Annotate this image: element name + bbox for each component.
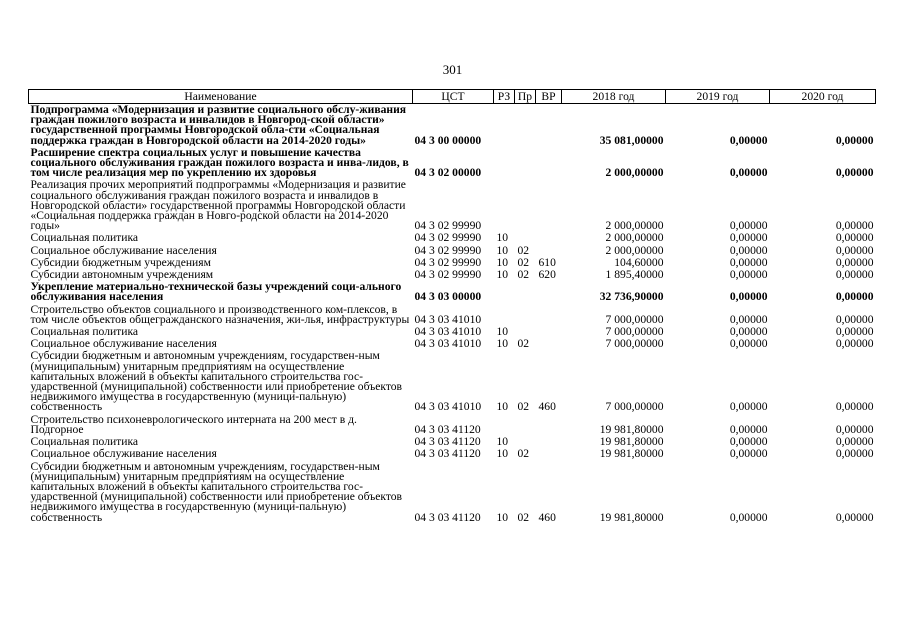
cell-y2019: 0,00000 <box>729 231 768 245</box>
cell-y2020: 0,00000 <box>835 290 874 304</box>
cell-y2020: 0,00000 <box>835 166 874 180</box>
cell-vr <box>536 304 562 326</box>
cell-y2018: 7 000,00000 <box>605 400 664 414</box>
cell-rz: 10 <box>496 243 509 257</box>
cell-cst: 04 3 02 99990 <box>414 268 482 282</box>
cell-vr: 620 <box>538 268 556 282</box>
cell-vr <box>536 245 562 257</box>
cell-y2019: 0,00000 <box>729 447 768 461</box>
cell-y2020: 0,00000 <box>835 231 874 245</box>
cell-y2019: 0,00000 <box>729 435 768 449</box>
cell-name: Социальная политика <box>30 435 139 449</box>
cell-pr: 02 <box>517 400 530 414</box>
cell-pr <box>515 414 536 436</box>
table-body <box>29 104 876 524</box>
cell-cst: 04 3 03 41120 <box>414 435 481 449</box>
cell-y2018: 19 981,80000 <box>599 510 664 524</box>
table-row <box>29 461 876 524</box>
cell-y2019: 0,00000 <box>729 166 768 180</box>
cell-y2020: 0,00000 <box>835 337 874 351</box>
cell-y2019: 0,00000 <box>729 312 768 326</box>
cell-y2019: 0,00000 <box>729 337 768 351</box>
cell-y2019: 0,00000 <box>729 325 768 339</box>
cell-name: Строительство психоневрологического интерната на 200 мест в д. Подгорное <box>30 412 357 436</box>
cell-pr <box>515 304 536 326</box>
cell-y2020: 0,00000 <box>835 255 874 269</box>
cell-y2018: 2 000,00000 <box>605 166 664 180</box>
cell-pr: 02 <box>517 243 530 257</box>
cell-y2020: 0,00000 <box>835 243 874 257</box>
cell-name: Укрепление материально-технической базы учреждений соци-ального обслуживания населения <box>30 280 402 304</box>
cell-y2018: 7 000,00000 <box>605 325 664 339</box>
table-row <box>29 104 876 147</box>
cell-y2018: 2 000,00000 <box>605 243 664 257</box>
cell-name: Подпрограмма «Модернизация и развитие социального обслу-живания граждан пожилого возраста и инвалидов в Новгород-ской области» государственной программы Новгородской обла-сти «Социальная поддержка граждан в Новгородской области на 2014-2020 годы» <box>30 103 407 147</box>
cell-cst: 04 3 03 41120 <box>414 447 481 461</box>
cell-cst: 04 3 00 00000 <box>414 133 482 147</box>
table-header-row <box>29 90 876 104</box>
cell-pr <box>515 147 536 180</box>
cell-name: Социальное обслуживание населения <box>30 447 217 461</box>
cell-name: Социальное обслуживание населения <box>30 337 217 351</box>
cell-cst: 04 3 03 41120 <box>414 510 481 524</box>
cell-y2020: 0,00000 <box>835 422 874 436</box>
cell-name: Строительство объектов социального и производственного ком-плексов, в том числе объектов общегражданского назначения, жи-лья, инфраструктуры <box>30 302 410 326</box>
cell-name: Субсидии автономным учреждениям <box>30 268 214 282</box>
cell-rz: 10 <box>496 400 509 414</box>
cell-pr: 02 <box>517 510 530 524</box>
header-2020: 2020 год <box>770 90 876 104</box>
cell-rz: 10 <box>496 231 509 245</box>
cell-y2020: 0,00000 <box>835 219 874 233</box>
cell-cst: 04 3 02 99990 <box>414 231 482 245</box>
cell-y2020: 0,00000 <box>835 133 874 147</box>
cell-vr: 460 <box>538 510 556 524</box>
cell-rz <box>494 281 515 303</box>
cell-vr: 610 <box>538 255 556 269</box>
cell-y2018: 7 000,00000 <box>605 312 664 326</box>
cell-y2020: 0,00000 <box>835 268 874 282</box>
cell-y2020: 0,00000 <box>835 312 874 326</box>
cell-y2020: 0,00000 <box>835 435 874 449</box>
cell-y2018: 32 736,90000 <box>599 290 664 304</box>
cell-y2018: 2 000,00000 <box>605 219 664 233</box>
cell-y2020: 0,00000 <box>835 400 874 414</box>
cell-cst: 04 3 02 99990 <box>414 219 482 233</box>
header-cst: ЦСТ <box>413 90 494 104</box>
header-vr: ВР <box>536 90 562 104</box>
header-2018: 2018 год <box>562 90 666 104</box>
cell-rz <box>494 304 515 326</box>
cell-y2019: 0,00000 <box>729 133 768 147</box>
cell-name: Социальная политика <box>30 231 139 245</box>
cell-y2018: 1 895,40000 <box>605 268 664 282</box>
cell-y2019: 0,00000 <box>729 422 768 436</box>
cell-y2018: 19 981,80000 <box>599 435 664 449</box>
cell-vr <box>536 147 562 180</box>
table-row <box>29 281 876 303</box>
cell-rz: 10 <box>496 268 509 282</box>
cell-pr: 02 <box>517 447 530 461</box>
table-row <box>29 448 876 460</box>
cell-rz: 10 <box>496 510 509 524</box>
cell-cst: 04 3 02 99990 <box>414 243 482 257</box>
cell-y2020: 0,00000 <box>835 447 874 461</box>
cell-vr <box>536 414 562 436</box>
cell-pr: 02 <box>517 337 530 351</box>
budget-table <box>28 89 876 524</box>
header-rz: РЗ <box>494 90 515 104</box>
cell-pr <box>515 232 536 244</box>
cell-pr <box>515 281 536 303</box>
cell-y2018: 35 081,00000 <box>599 133 664 147</box>
cell-y2018: 104,60000 <box>614 255 664 269</box>
table-row <box>29 232 876 244</box>
cell-y2019: 0,00000 <box>729 255 768 269</box>
cell-y2019: 0,00000 <box>729 400 768 414</box>
cell-rz <box>494 147 515 180</box>
cell-rz: 10 <box>496 325 509 339</box>
cell-rz <box>494 179 515 232</box>
table-row <box>29 245 876 257</box>
cell-rz: 10 <box>496 435 509 449</box>
cell-rz <box>494 104 515 147</box>
cell-name: Социальное обслуживание населения <box>30 243 217 257</box>
cell-rz <box>494 414 515 436</box>
cell-name: Расширение спектра социальных услуг и повышение качества социального обслуживания граждан пожилого возраста и инва-лидов, в том числе реализация мер по укреплению их здоровья <box>30 145 409 180</box>
cell-y2019: 0,00000 <box>729 510 768 524</box>
cell-vr: 460 <box>538 400 556 414</box>
table-row <box>29 414 876 436</box>
cell-cst: 04 3 03 41010 <box>414 325 482 339</box>
header-name: Наименование <box>29 90 413 104</box>
cell-name: Субсидии бюджетным учреждениям <box>30 255 211 269</box>
table-row <box>29 304 876 326</box>
cell-pr <box>515 179 536 232</box>
cell-cst: 04 3 02 99990 <box>414 255 482 269</box>
cell-cst: 04 3 03 41010 <box>414 312 482 326</box>
cell-name: Социальная политика <box>30 325 139 339</box>
cell-y2019: 0,00000 <box>729 268 768 282</box>
cell-vr <box>536 326 562 338</box>
cell-vr <box>536 179 562 232</box>
cell-rz: 10 <box>496 447 509 461</box>
cell-y2020: 0,00000 <box>835 510 874 524</box>
cell-y2019: 0,00000 <box>729 219 768 233</box>
table-row <box>29 179 876 232</box>
cell-y2018: 2 000,00000 <box>605 231 664 245</box>
cell-y2019: 0,00000 <box>729 290 768 304</box>
cell-cst: 04 3 02 00000 <box>414 166 482 180</box>
cell-name: Реализация прочих мероприятий подпрограммы «Модернизация и развитие социального обслуживания граждан пожилого возраста и инвалидов в Новгородской области» государственной программы Новгородской области «Социальная поддержка граждан в Новго-родской области на 2014-2020 годы» <box>30 178 406 233</box>
cell-vr <box>536 436 562 448</box>
cell-vr <box>536 338 562 350</box>
cell-rz: 10 <box>496 255 509 269</box>
cell-cst: 04 3 03 41010 <box>414 400 482 414</box>
cell-name: Субсидии бюджетным и автономным учреждениям, государствен-ным (муниципальным) унитарным предприятиям на осуществление капитальных вложений в объекты капитального строительства гос-ударственной (муниципальной) собственности или приобретение объектов недвижимого имущества в государственную (муници-пальную) собственность <box>30 459 403 524</box>
header-pr: Пр <box>515 90 536 104</box>
cell-cst: 04 3 03 41010 <box>414 337 482 351</box>
cell-y2018: 19 981,80000 <box>599 422 664 436</box>
table-row <box>29 147 876 180</box>
cell-pr: 02 <box>517 255 530 269</box>
cell-y2018: 19 981,80000 <box>599 447 664 461</box>
header-2019: 2019 год <box>666 90 770 104</box>
cell-vr <box>536 104 562 147</box>
cell-vr <box>536 232 562 244</box>
cell-vr <box>536 448 562 460</box>
cell-pr <box>515 104 536 147</box>
cell-name: Субсидии бюджетным и автономным учреждениям, государствен-ным (муниципальным) унитарным предприятиям на осуществление капитальных вложений в объекты капитального строительства гос-ударственной (муниципальной) собственности или приобретение объектов недвижимого имущества в государственную (муници-пальную) собственность <box>30 349 403 414</box>
cell-y2020: 0,00000 <box>835 325 874 339</box>
cell-vr <box>536 281 562 303</box>
cell-cst: 04 3 03 00000 <box>414 290 482 304</box>
cell-cst: 04 3 03 41120 <box>414 422 481 436</box>
cell-rz: 10 <box>496 337 509 351</box>
cell-y2019: 0,00000 <box>729 243 768 257</box>
table-row <box>29 350 876 413</box>
page-number: 301 <box>442 62 463 77</box>
cell-y2018: 7 000,00000 <box>605 337 664 351</box>
cell-pr: 02 <box>517 268 530 282</box>
